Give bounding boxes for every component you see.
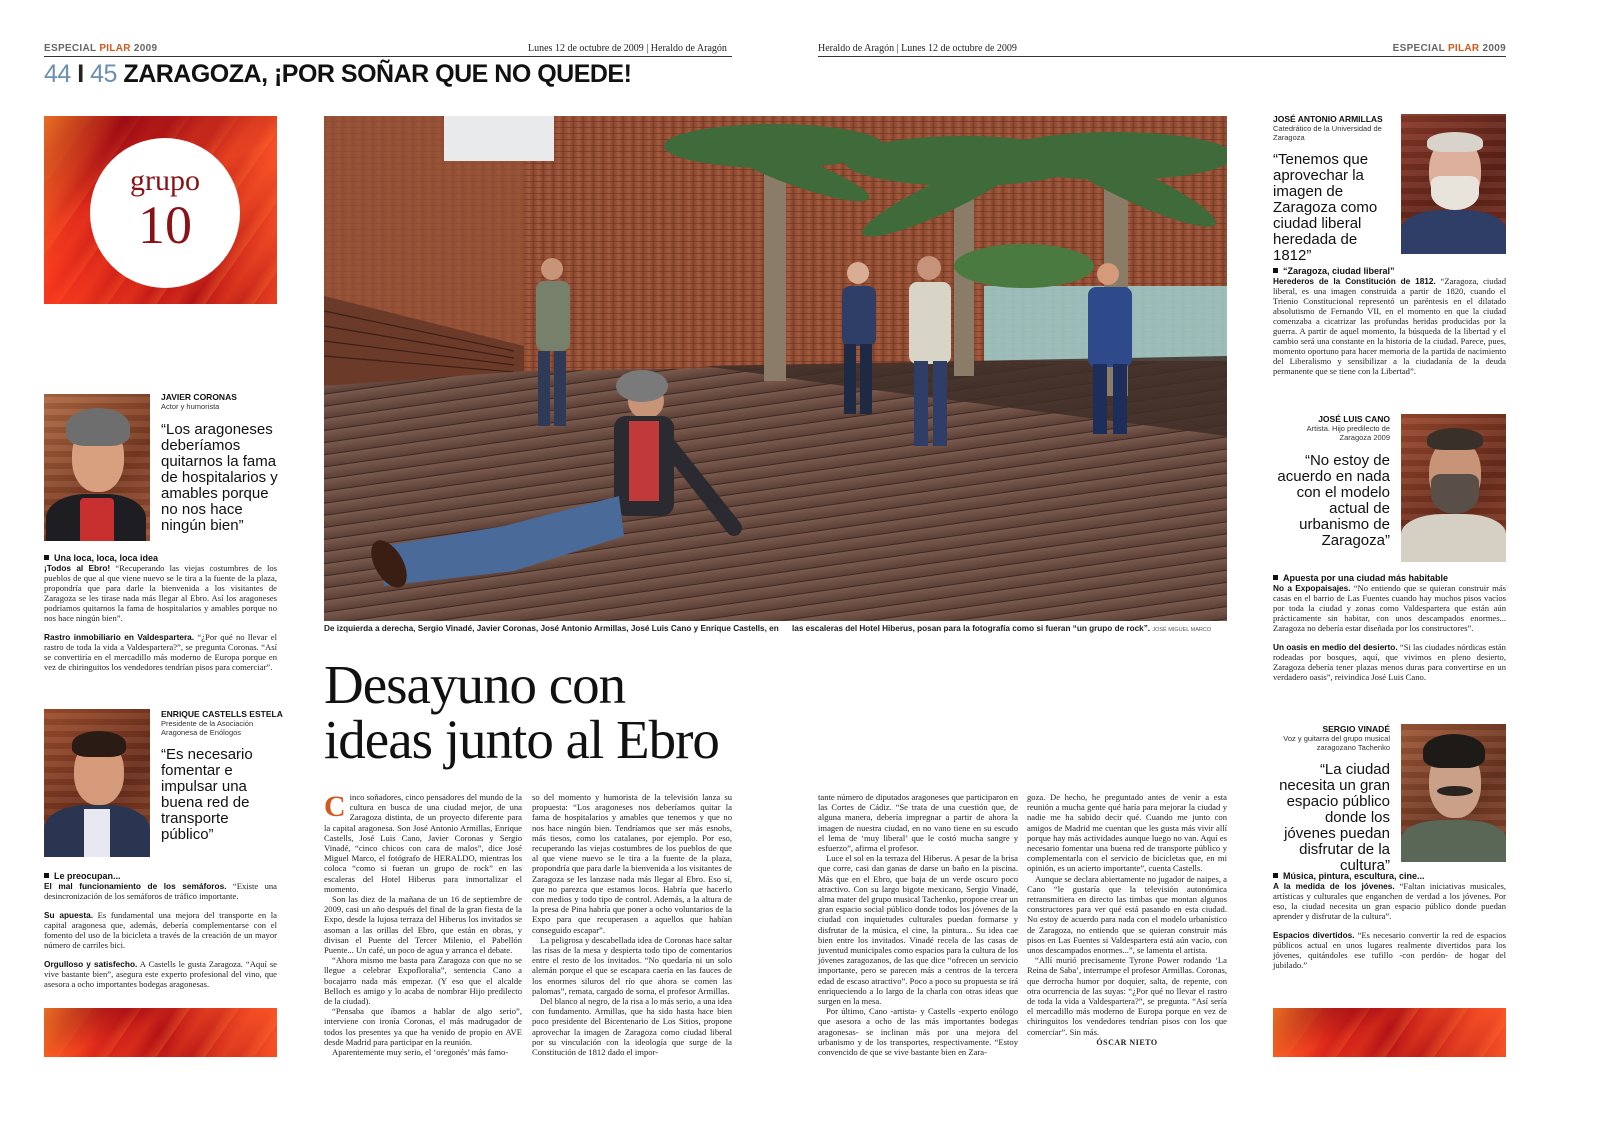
- article-paragraph: Aunque se declara abiertamente no jugador de naipes, a Cano “le gustaría que la televisión autonómica retransmitiera en directo las timbas que montan algunos constructores para ver qué está pasando en esta ciudad. No estoy de acuerdo para nada con el modelo urbanístico de Zaragoza, no entiendo que se quieran construir más pisos en Las Fuentes si Valdespartera está aún vacío, con unos descampados enormes...”, se lamenta el artista.: [1027, 873, 1227, 956]
- portrait-photo-armillas: [1401, 114, 1506, 254]
- vinade-role: Voz y guitarra del grupo musical zaragozano Tachenko: [1283, 734, 1390, 752]
- armillas-paragraph-1: Herederos de la Constitución de 1812. “Zaragoza, ciudad liberal, es una imagen construida a partir de 1820, cuando el Trienio Constitucional representó un paréntesis en el dilatado absolutismo de Fernando VII, en el momento en que la ciudad comenzaba a cicatrizar las profundas heridas producidas por la guerra. A partir de aquel momento, la búsqueda de la libertad y el cambio será una constante en la historia de la ciudad. Parece, pues, momento oportuno para hacer memoria de la partida de nacimiento del Liberalismo y sensibilizar a la ciudadanía de la deuda permanente que se tiene con la Libertad”.: [1273, 276, 1507, 376]
- portrait-photo-castells: [44, 709, 150, 857]
- square-bullet-icon: [1273, 575, 1278, 580]
- article-paragraph: La peligrosa y descabellada idea de Coronas hace saltar las risas de la mesa y despierta todo tipo de comentarios entre el resto de los invitados. “No quedaría ni un solo alemán porque el que se escapara caería en las fauces de los enormes siluros del río que ahora se comen las palomas”, remata, cargado de sorna, el profesor Armillas.: [532, 934, 732, 996]
- cano-subhead: Apuesta por una ciudad más habitable: [1273, 573, 1506, 583]
- castells-text-block: [44, 871, 277, 998]
- article-paragraph: “Allí murió precisamente Tyrone Power rodando ‘La Reina de Saba’, interrumpe el profesor Armillas. Coronas, que derrocha humor por doquier, salta, de repente, con otra ocurrencia de las suyas: “¿Por qué no llevar el rastro de toda la vida a Valdespartera?”, se pregunta. “Así sería el mercadillo más moderno de Europa porque en vez de chiringuitos los vendedores tendrían pisos con los que comerciar”. Sin más.: [1027, 955, 1227, 1037]
- article-paragraph: goza. De hecho, he preguntado antes de venir a esta reunión a mucha gente qué haría para mejorar la ciudad y nadie me ha sabido decir qué. Cuando me junto con amigos de Madrid me cuentan que les gusta más vivir allí porque hay más actividades aunque luego no van. Aquí es necesario fomentar una buena red de transporte público y complementarla con el servicio de bicicletas que, en mi opinión, es un acierto importante”, cuenta Castells.: [1027, 792, 1227, 874]
- portrait-photo-vinade: [1401, 724, 1506, 862]
- dropcap: C: [324, 790, 346, 823]
- article-byline: ÓSCAR NIETO: [1096, 1037, 1158, 1047]
- decorative-red-strip-right: [1273, 1008, 1506, 1057]
- right-section-kicker: ESPECIAL PILAR 2009: [1392, 43, 1506, 54]
- article-paragraph: tante número de diputados aragoneses que participaron en las Cortes de Cádiz. “Se trata de una cuestión que, de alguna manera, debería impregnar a partir de ahora la imagen de nuestra ciudad, en no vano tiene en su escudo el lema de ‘muy liberal’ que le costó mucha sangre y esfuerzo”, afirma el profesor.: [818, 792, 1018, 854]
- coronas-text-block: [44, 553, 277, 681]
- article-paragraph: Aparentemente muy serio, el ‘oregonés’ más famo-: [332, 1047, 509, 1058]
- section-title-text: ZARAGOZA, ¡POR SOÑAR QUE NO QUEDE!: [123, 60, 632, 88]
- group-photo-illustration: [324, 116, 1227, 621]
- square-bullet-icon: [44, 555, 49, 560]
- armillas-name: JOSÉ ANTONIO ARMILLAS: [1273, 114, 1383, 124]
- article-paragraph: “Pensaba que íbamos a hablar de algo serio”, interviene con ironía Coronas, el más madrugador de todos los presentes ya que ha venido de propio en AVE desde Madrid para participar en la reunión.: [324, 1006, 522, 1047]
- right-header-rule: [818, 56, 1506, 57]
- group-logo-word: grupo: [130, 164, 200, 197]
- cano-name: JOSÉ LUIS CANO: [1318, 414, 1390, 424]
- vinade-name: SERGIO VINADÉ: [1322, 724, 1390, 734]
- vinade-quote: “La ciudad necesita un gran espacio público donde los jóvenes puedan disfrutar de la cultura”: [1279, 761, 1390, 874]
- photo-credit: JOSÉ MIGUEL MARCO: [1152, 627, 1212, 633]
- vinade-text-block: [1273, 871, 1506, 979]
- castells-paragraph-1: El mal funcionamiento de los semáforos. “Existe una desincronización de los semáforos de tráfico importante.: [44, 881, 277, 901]
- castells-role: Presidente de la Asociación Aragonesa de Enólogos: [161, 719, 254, 737]
- coronas-role: Actor y humorista: [161, 402, 220, 411]
- decorative-red-strip-left: [44, 1008, 277, 1057]
- cano-role: Artista. Hijo predilecto de Zaragoza 2009: [1306, 424, 1390, 442]
- section-title: 44 I 45 ZARAGOZA, ¡POR SOÑAR QUE NO QUEDE!: [44, 60, 632, 88]
- group-logo-circle: [90, 138, 240, 288]
- coronas-subhead: Una loca, loca, loca idea: [44, 553, 277, 563]
- article-column-3: [818, 792, 1018, 1057]
- armillas-subhead: “Zaragoza, ciudad liberal”: [1273, 266, 1506, 276]
- article-paragraph: Por último, Cano -artista- y Castells -experto enólogo que asesora a ocho de las más importantes bodegas aragonesas- se inclinan más por una mejora del urbanismo y de los transportes, respectivamente. “Estoy convencido de que se vive bastante bien en Zara-: [818, 1006, 1018, 1058]
- castells-name: ENRIQUE CASTELLS ESTELA: [161, 709, 283, 719]
- article-lead-paragraph: Cinco soñadores, cinco pensadores del mundo de la cultura en busca de una ciudad mejor, de una Zaragoza distinta, de un proyecto diferente para la capital aragonesa. Son José Antonio Armillas, Enrique Castells, José Luis Cano, Javier Coronas y Sergio Vinadé, “cinco chicos con cara de malos”, dice José Miguel Marco, el fotógrafo de HERALDO, mientras los coloca “como si fueran un grupo de rock” en las escaleras del Hotel Hiberus para inmortalizar el momento.: [324, 790, 522, 894]
- article-column-2: [532, 792, 732, 1057]
- photo-caption-right: las escaleras del Hotel Hiberus, posan para la fotografía como si fueran “un grupo de rock”. JOSÉ MIGUEL MARCO: [792, 624, 1212, 633]
- article-column-4: [1027, 792, 1227, 1048]
- article-column-1: [324, 792, 522, 1057]
- left-section-kicker: ESPECIAL PILAR 2009: [44, 43, 158, 54]
- right-dateline: Heraldo de Aragón | Lunes 12 de octubre de 2009: [818, 43, 1017, 54]
- page-number-left: 44: [44, 60, 71, 88]
- vinade-paragraph-1: A la medida de los jóvenes. “Faltan iniciativas musicales, artísticas y culturales que enganchen de verdad a los jóvenes. Por eso, la ciudad necesita un gran espacio público donde puedan aprender y disfrutar de la cultura”.: [1273, 881, 1506, 921]
- castells-paragraph-2: Su apuesta. Es fundamental una mejora del transporte en la capital aragonesa que, además, debería complementarse con el fomento del uso de la bicicleta a través de la creación de un mayor número de carriles bici.: [44, 910, 277, 950]
- armillas-role: Catedrático de la Universidad de Zaragoza: [1273, 124, 1382, 142]
- left-header-rule: [44, 56, 732, 57]
- coronas-paragraph-1: ¡Todos al Ebro! “Recuperando las viejas costumbres de los pueblos de que al que viene nuevo se le tira a la fuente de la plaza, propondría que para darle la bienvenida a los visitantes de Zaragoza se les tirase nada más llegar al Ebro. Así los aragoneses podríamos quitarnos la fama de hospitalarios y amables porque no nos hace ningún bien”.: [44, 563, 277, 623]
- coronas-paragraph-2: Rastro inmobiliario en Valdespartera. “¿Por qué no llevar el rastro de toda la vida a Valdespartera?”, se pregunta Coronas. “Así se convertiría en el mercadillo más moderno de Europa porque en vez de chiringuitos los vendedores tendrían pisos para comerciar”.: [44, 632, 277, 672]
- group-photo: [324, 116, 1227, 621]
- square-bullet-icon: [1273, 268, 1278, 273]
- cano-paragraph-2: Un oasis en medio del desierto. “Si las ciudades nórdicas están rodeadas por bosques, aquí, que vivimos en pleno desierto, Zaragoza debería tener plazas menos duras para convertirse en un verdadero oasis”, reivindica José Luis Cano.: [1273, 642, 1506, 682]
- article-paragraph: Son las diez de la mañana de un 16 de septiembre de 2009, casi un año después del final de la gran fiesta de la Expo, desde la lujosa terraza del Hiberus los invitados se asoman a las orillas del Ebro, que están en obras, y divisan el Puente del Tercer Milenio, el Pabellón Puente... Un café, un poco de agua y arranca el debate.: [324, 894, 522, 956]
- article-paragraph: “Ahora mismo me basta para Zaragoza con que no se llegue a celebrar Expofloralia”, sentencia Cano a bocajarro nada más empezar. (Y eso que el alcalde Belloch es amigo y lo acaba de nombrar Hijo predilecto de la ciudad).: [324, 955, 522, 1007]
- article-paragraph: Del blanco al negro, de la risa a lo más serio, a una idea con fundamento. Armillas, que ha sido hasta hace bien poco presidente del Bicentenario de Los Sitios, propone aprovechar la imagen de Zaragoza como ciudad liberal por su vinculación con la ideología que surge de la Constitución de 1812 dado el impor-: [532, 996, 732, 1058]
- cano-text-block: [1273, 573, 1506, 691]
- castells-subhead: Le preocupan...: [44, 871, 277, 881]
- left-dateline: Lunes 12 de octubre de 2009 | Heraldo de Aragón: [528, 43, 727, 54]
- castells-quote: “Es necesario fomentar e impulsar una buena red de transporte público”: [161, 746, 253, 843]
- cano-paragraph-1: No a Expopaisajes. “No entiendo que se quieran construir más casas en el barrio de Las Fuentes cuando hay muchos pisos vacíos por toda la ciudad y zonas como Valdespartera que están aún prácticamente sin habitar, con unos descampados enormes... Zaragoza no debería estar diseñada por los constructores”.: [1273, 583, 1507, 633]
- vinade-subhead: Música, pintura, escultura, cine...: [1273, 871, 1506, 881]
- coronas-quote: “Los aragoneses deberíamos quitarnos la fama de hospitalarios y amables porque no nos hace ningún bien”: [161, 421, 278, 534]
- group-logo-number: 10: [138, 195, 192, 255]
- portrait-photo-cano: [1401, 414, 1506, 562]
- portrait-photo-coronas: [44, 394, 150, 541]
- square-bullet-icon: [1273, 873, 1278, 878]
- page-number-right: 45: [90, 60, 117, 88]
- castells-paragraph-3: Orgulloso y satisfecho. A Castells le gusta Zaragoza. “Aquí se vive bastante bien”, asegura este experto profesional del vino, que asesora a ocho importantes bodegas aragonesas.: [44, 959, 277, 989]
- article-paragraph: Luce el sol en la terraza del Hiberus. A pesar de la brisa que corre, casi dan ganas de darse un baño en la piscina. Más que en el Ebro, que baja de un verde oscuro poco atractivo. Con su largo bigote mexicano, Sergio Vinadé, alma mater del grupo musical Tachenko, propone crear un gran espacio social público donde todos los jóvenes de la ciudad con inquietudes culturales puedan formarse y disfrutar de la música, el cine, la pintura... Su idea cae bien entre los invitados. Vinadé recela de las casas de juventud municipales como espacios para la cultura de los jóvenes zaragozanos, de las que dice “ofrecen un servicio importante, pero se parecen más a centros de la tercera edad de escaso atractivo”. Poco a poco su propuesta se irá enriqueciendo a lo largo de la charla con otras ideas que surgen en la mesa.: [818, 853, 1018, 1007]
- armillas-quote: “Tenemos que aprovechar la imagen de Zaragoza como ciudad liberal heredada de 1812”: [1273, 151, 1378, 264]
- photo-caption-left: De izquierda a derecha, Sergio Vinadé, Javier Coronas, José Antonio Armillas, José Luis Cano y Enrique Castells, en: [324, 624, 779, 633]
- vinade-paragraph-2: Espacios divertidos. “Es necesario convertir la red de espacios públicos actual en unos lugares realmente divertidos para los jóvenes, quitándoles ese tufillo -con perdón- de hogar del jubilado.”: [1273, 930, 1506, 970]
- coronas-name: JAVIER CORONAS: [161, 392, 237, 402]
- article-headline: Desayuno con ideas junto al Ebro: [324, 654, 719, 770]
- group-logo-panel: [44, 116, 277, 304]
- square-bullet-icon: [44, 873, 49, 878]
- armillas-text-block: [1273, 266, 1506, 385]
- article-paragraph: so del momento y humorista de la televisión lanza su propuesta: “Los aragoneses nos deberíamos quitar la fama de hospitalarios y amables que tenemos y que no nos hace ningún bien. Tendríamos que ser más esnobs, más tiesos, como los catalanes, por ejemplo. Por eso, recuperando las viejas costumbres de los pueblos de que al que viene nuevo se le tira a la fuente de la plaza, propondría que para darle la bienvenida a los visitantes de Zaragoza se les lanzase nada más llegar al Ebro. Eso sí, que no parezca que estamos locos. Habría que hacerlo con medios y todo tipo de control. Además, a la altura de la presa de Pina habría que poner a ocho voluntarios de la Expo para que recuperasen a aquellos que habían conseguido escapar”.: [532, 792, 732, 935]
- cano-quote: “No estoy de acuerdo en nada con el modelo actual de urbanismo de Zaragoza”: [1277, 452, 1390, 549]
